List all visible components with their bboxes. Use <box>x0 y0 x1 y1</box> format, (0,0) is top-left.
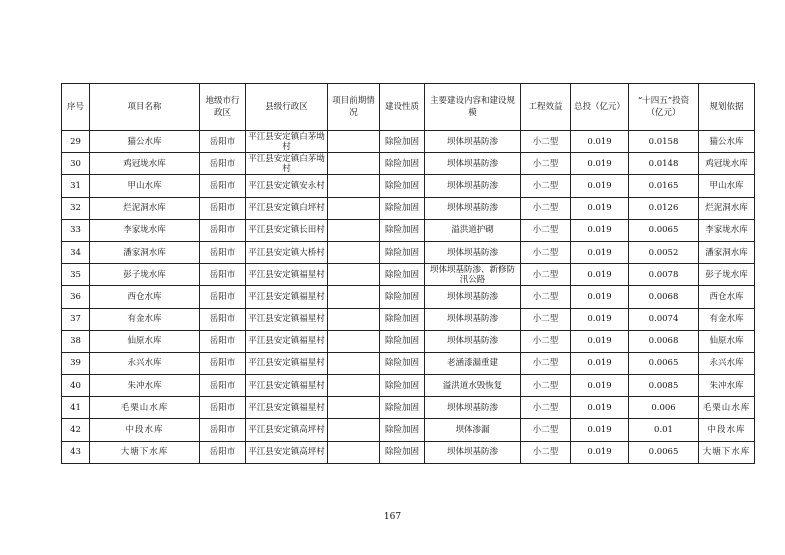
cell-benefit: 小二型 <box>521 131 571 153</box>
cell-content: 坝体渗漏 <box>425 419 521 441</box>
cell-total-investment: 0.019 <box>571 308 629 330</box>
cell-content: 坝体坝基防渗 <box>425 175 521 197</box>
cell-14th-five-investment: 0.0065 <box>629 441 699 463</box>
cell-total-investment: 0.019 <box>571 219 629 241</box>
cell-content: 坝体坝基防渗 <box>425 308 521 330</box>
cell-no: 38 <box>62 330 90 352</box>
cell-preliminary <box>328 375 380 397</box>
cell-no: 32 <box>62 197 90 219</box>
cell-nature: 除险加固 <box>380 308 425 330</box>
cell-no: 36 <box>62 286 90 308</box>
cell-benefit: 小二型 <box>521 219 571 241</box>
cell-county: 平江县安定镇福星村 <box>246 397 328 419</box>
cell-benefit: 小二型 <box>521 175 571 197</box>
cell-no: 34 <box>62 241 90 263</box>
cell-total-investment: 0.019 <box>571 441 629 463</box>
cell-preliminary <box>328 352 380 374</box>
cell-preliminary <box>328 241 380 263</box>
cell-planning-basis: 甲山水库 <box>699 175 755 197</box>
page-number: 167 <box>383 512 402 522</box>
cell-city: 岳阳市 <box>200 397 246 419</box>
cell-city: 岳阳市 <box>200 286 246 308</box>
cell-county: 平江县安定镇安永村 <box>246 175 328 197</box>
cell-14th-five-investment: 0.0126 <box>629 197 699 219</box>
cell-nature: 除险加固 <box>380 219 425 241</box>
cell-project-name: 毛栗山水库 <box>90 397 200 419</box>
cell-city: 岳阳市 <box>200 241 246 263</box>
cell-nature: 除险加固 <box>380 352 425 374</box>
table-row <box>62 131 755 153</box>
cell-planning-basis: 潘家洞水库 <box>699 241 755 263</box>
cell-preliminary <box>328 264 380 286</box>
cell-benefit: 小二型 <box>521 375 571 397</box>
cell-content: 老涵漆漏重建 <box>425 352 521 374</box>
table-row <box>62 175 755 197</box>
cell-county: 平江县安定镇福星村 <box>246 375 328 397</box>
cell-total-investment: 0.019 <box>571 397 629 419</box>
cell-total-investment: 0.019 <box>571 264 629 286</box>
header-planning-basis: 规划依据 <box>699 84 755 131</box>
cell-nature: 除险加固 <box>380 286 425 308</box>
cell-county: 平江县安定镇福星村 <box>246 264 328 286</box>
cell-planning-basis: 有金水库 <box>699 308 755 330</box>
header-preliminary: 项目前期情况 <box>328 84 380 131</box>
cell-nature: 除险加固 <box>380 397 425 419</box>
cell-benefit: 小二型 <box>521 197 571 219</box>
cell-no: 30 <box>62 153 90 175</box>
cell-nature: 除险加固 <box>380 441 425 463</box>
table-row <box>62 197 755 219</box>
cell-city: 岳阳市 <box>200 264 246 286</box>
cell-county: 平江县安定镇白茅坳村 <box>246 131 328 153</box>
table-body <box>62 131 755 464</box>
table-row <box>62 330 755 352</box>
cell-project-name: 朱冲水库 <box>90 375 200 397</box>
cell-nature: 除险加固 <box>380 419 425 441</box>
cell-county: 平江县安定镇白坪村 <box>246 197 328 219</box>
table-row <box>62 241 755 263</box>
cell-county: 平江县安定镇白茅坳村 <box>246 153 328 175</box>
cell-benefit: 小二型 <box>521 441 571 463</box>
cell-content: 坝体坝基防渗 <box>425 197 521 219</box>
cell-project-name: 李家垅水库 <box>90 219 200 241</box>
cell-project-name: 西仓水库 <box>90 286 200 308</box>
cell-city: 岳阳市 <box>200 375 246 397</box>
cell-no: 39 <box>62 352 90 374</box>
cell-county: 平江县安定镇高坪村 <box>246 419 328 441</box>
cell-preliminary <box>328 441 380 463</box>
cell-no: 33 <box>62 219 90 241</box>
cell-no: 41 <box>62 397 90 419</box>
cell-benefit: 小二型 <box>521 330 571 352</box>
header-nature: 建设性质 <box>380 84 425 131</box>
cell-no: 43 <box>62 441 90 463</box>
cell-content: 坝体坝基防渗 <box>425 286 521 308</box>
cell-project-name: 仙原水库 <box>90 330 200 352</box>
cell-county: 平江县安定镇福星村 <box>246 308 328 330</box>
cell-preliminary <box>328 308 380 330</box>
table-row <box>62 397 755 419</box>
cell-14th-five-investment: 0.006 <box>629 397 699 419</box>
cell-total-investment: 0.019 <box>571 286 629 308</box>
cell-planning-basis: 永兴水库 <box>699 352 755 374</box>
cell-city: 岳阳市 <box>200 131 246 153</box>
cell-project-name: 彭子垅水库 <box>90 264 200 286</box>
table-row <box>62 419 755 441</box>
cell-city: 岳阳市 <box>200 419 246 441</box>
cell-benefit: 小二型 <box>521 419 571 441</box>
cell-14th-five-investment: 0.0065 <box>629 352 699 374</box>
cell-city: 岳阳市 <box>200 197 246 219</box>
cell-14th-five-investment: 0.0052 <box>629 241 699 263</box>
cell-total-investment: 0.019 <box>571 330 629 352</box>
cell-city: 岳阳市 <box>200 308 246 330</box>
cell-nature: 除险加固 <box>380 131 425 153</box>
cell-nature: 除险加固 <box>380 330 425 352</box>
cell-content: 溢洪道护砌 <box>425 219 521 241</box>
cell-14th-five-investment: 0.0165 <box>629 175 699 197</box>
cell-no: 37 <box>62 308 90 330</box>
cell-nature: 除险加固 <box>380 241 425 263</box>
header-content: 主要建设内容和建设规模 <box>425 84 521 131</box>
cell-county: 平江县安定镇高坪村 <box>246 441 328 463</box>
cell-14th-five-investment: 0.0078 <box>629 264 699 286</box>
table-row <box>62 441 755 463</box>
header-row <box>62 84 755 131</box>
cell-content: 坝体坝基防渗 <box>425 441 521 463</box>
cell-no: 35 <box>62 264 90 286</box>
cell-county: 平江县安定镇大桥村 <box>246 241 328 263</box>
cell-project-name: 有金水库 <box>90 308 200 330</box>
header-county: 县级行政区 <box>246 84 328 131</box>
cell-planning-basis: 李家垅水库 <box>699 219 755 241</box>
cell-total-investment: 0.019 <box>571 131 629 153</box>
cell-total-investment: 0.019 <box>571 175 629 197</box>
cell-preliminary <box>328 219 380 241</box>
cell-content: 溢洪道水毁恢复 <box>425 375 521 397</box>
cell-total-investment: 0.019 <box>571 375 629 397</box>
cell-14th-five-investment: 0.0158 <box>629 131 699 153</box>
cell-planning-basis: 猫公水库 <box>699 131 755 153</box>
cell-preliminary <box>328 153 380 175</box>
cell-total-investment: 0.019 <box>571 153 629 175</box>
cell-benefit: 小二型 <box>521 264 571 286</box>
table-row <box>62 308 755 330</box>
cell-project-name: 大塘下水库 <box>90 441 200 463</box>
cell-preliminary <box>328 397 380 419</box>
table-row <box>62 153 755 175</box>
header-city: 地级市行政区 <box>200 84 246 131</box>
cell-preliminary <box>328 330 380 352</box>
cell-content: 坝体坝基防渗、新修防汛公路 <box>425 264 521 286</box>
cell-benefit: 小二型 <box>521 352 571 374</box>
cell-14th-five-investment: 0.0085 <box>629 375 699 397</box>
cell-city: 岳阳市 <box>200 175 246 197</box>
cell-city: 岳阳市 <box>200 441 246 463</box>
header-total-investment: 总投（亿元） <box>571 84 629 131</box>
cell-city: 岳阳市 <box>200 352 246 374</box>
cell-14th-five-investment: 0.0074 <box>629 308 699 330</box>
cell-city: 岳阳市 <box>200 153 246 175</box>
cell-benefit: 小二型 <box>521 241 571 263</box>
cell-benefit: 小二型 <box>521 397 571 419</box>
table-row <box>62 264 755 286</box>
cell-total-investment: 0.019 <box>571 352 629 374</box>
cell-benefit: 小二型 <box>521 308 571 330</box>
cell-content: 坝体坝基防渗 <box>425 397 521 419</box>
header-14th-five-investment: “十四五”投资（亿元） <box>629 84 699 131</box>
cell-county: 平江县安定镇福星村 <box>246 330 328 352</box>
cell-benefit: 小二型 <box>521 286 571 308</box>
cell-nature: 除险加固 <box>380 264 425 286</box>
cell-planning-basis: 仙原水库 <box>699 330 755 352</box>
cell-14th-five-investment: 0.0068 <box>629 330 699 352</box>
cell-preliminary <box>328 286 380 308</box>
cell-planning-basis: 彭子垅水库 <box>699 264 755 286</box>
cell-14th-five-investment: 0.0065 <box>629 219 699 241</box>
cell-no: 29 <box>62 131 90 153</box>
cell-14th-five-investment: 0.0148 <box>629 153 699 175</box>
cell-14th-five-investment: 0.01 <box>629 419 699 441</box>
cell-city: 岳阳市 <box>200 219 246 241</box>
cell-planning-basis: 鸡冠垅水库 <box>699 153 755 175</box>
table-row <box>62 219 755 241</box>
header-benefit: 工程效益 <box>521 84 571 131</box>
cell-planning-basis: 朱冲水库 <box>699 375 755 397</box>
cell-county: 平江县安定镇福星村 <box>246 352 328 374</box>
cell-content: 坝体坝基防渗 <box>425 131 521 153</box>
cell-nature: 除险加固 <box>380 375 425 397</box>
cell-preliminary <box>328 197 380 219</box>
cell-county: 平江县安定镇长田村 <box>246 219 328 241</box>
cell-nature: 除险加固 <box>380 175 425 197</box>
cell-planning-basis: 烂泥洞水库 <box>699 197 755 219</box>
cell-project-name: 烂泥洞水库 <box>90 197 200 219</box>
cell-total-investment: 0.019 <box>571 419 629 441</box>
table-row <box>62 375 755 397</box>
cell-content: 坝体坝基防渗 <box>425 241 521 263</box>
cell-preliminary <box>328 175 380 197</box>
cell-nature: 除险加固 <box>380 197 425 219</box>
cell-preliminary <box>328 131 380 153</box>
cell-project-name: 猫公水库 <box>90 131 200 153</box>
table-row <box>62 352 755 374</box>
cell-total-investment: 0.019 <box>571 241 629 263</box>
cell-planning-basis: 大塘下水库 <box>699 441 755 463</box>
cell-content: 坝体坝基防渗 <box>425 153 521 175</box>
header-no: 序号 <box>62 84 90 131</box>
cell-content: 坝体坝基防渗 <box>425 330 521 352</box>
cell-planning-basis: 毛栗山水库 <box>699 397 755 419</box>
header-name: 项目名称 <box>90 84 200 131</box>
cell-14th-five-investment: 0.0068 <box>629 286 699 308</box>
cell-project-name: 甲山水库 <box>90 175 200 197</box>
cell-city: 岳阳市 <box>200 330 246 352</box>
cell-no: 31 <box>62 175 90 197</box>
cell-project-name: 潘家洞水库 <box>90 241 200 263</box>
cell-total-investment: 0.019 <box>571 197 629 219</box>
cell-no: 42 <box>62 419 90 441</box>
cell-project-name: 永兴水库 <box>90 352 200 374</box>
cell-county: 平江县安定镇福星村 <box>246 286 328 308</box>
cell-preliminary <box>328 419 380 441</box>
cell-no: 40 <box>62 375 90 397</box>
table-row <box>62 286 755 308</box>
cell-nature: 除险加固 <box>380 153 425 175</box>
cell-project-name: 中段水库 <box>90 419 200 441</box>
project-table <box>61 83 755 464</box>
cell-project-name: 鸡冠垅水库 <box>90 153 200 175</box>
cell-planning-basis: 西仓水库 <box>699 286 755 308</box>
cell-benefit: 小二型 <box>521 153 571 175</box>
cell-planning-basis: 中段水库 <box>699 419 755 441</box>
